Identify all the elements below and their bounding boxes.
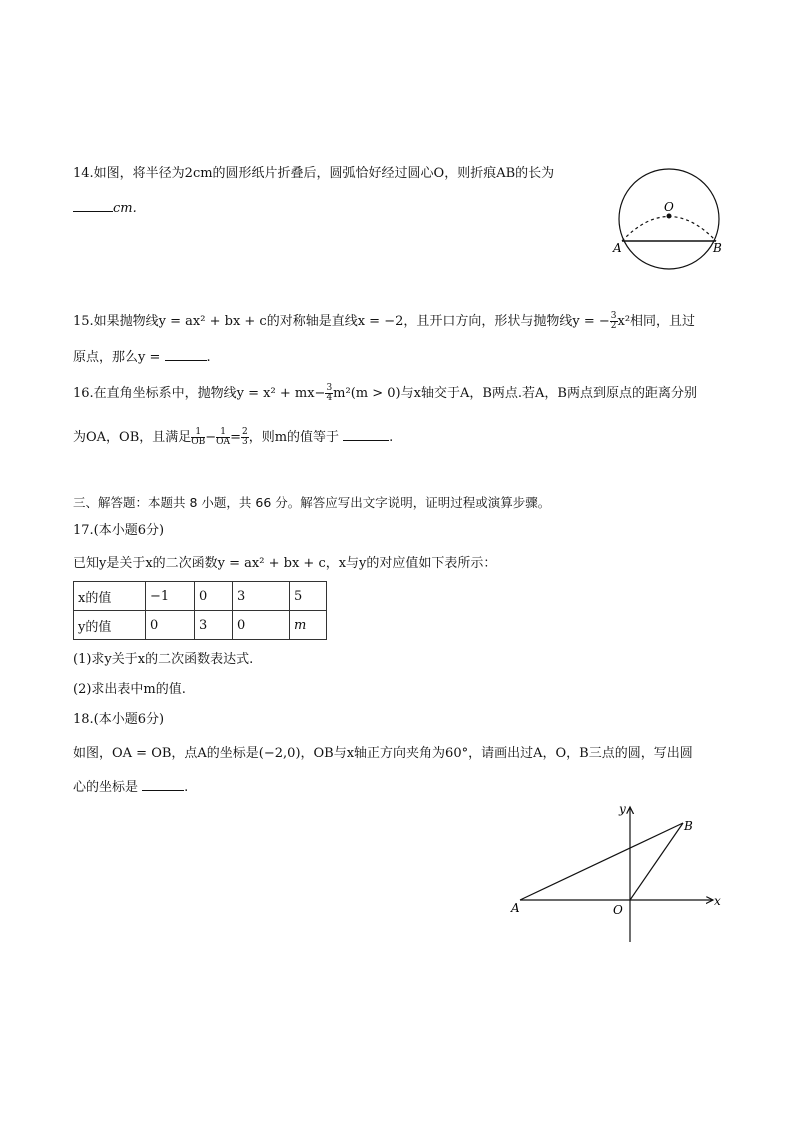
q16-line2: 为OA，OB，且满足 $\frac{1}{OB}$ − $\frac{1}{OA}$ = $\frac{2}{3}$ ，则m的值等于 . <box>73 427 394 447</box>
table-row: y的值 0 3 0 m <box>74 611 327 640</box>
q17-intro: 已知y是关于x的二次函数y = ax² + bx + c，x与y的对应值如下表所示： <box>73 556 497 571</box>
q16-answer-blank[interactable] <box>343 426 389 441</box>
q14-line2 <box>73 197 137 219</box>
q18-answer-blank[interactable] <box>142 776 184 791</box>
q18-heading: 18.(本小题6分) <box>73 712 165 727</box>
q14-line1: 14.如图，将半径为2cm的圆形纸片折叠后，圆弧恰好经过圆心O，则折痕AB的长为 <box>73 166 555 181</box>
q14-label-o: O <box>664 200 674 214</box>
q14-unit: cm. <box>113 201 137 216</box>
q14-folded-arc <box>622 217 716 242</box>
q14-answer-blank[interactable] <box>73 197 113 212</box>
q18-line2: 心的坐标是 . <box>73 776 188 798</box>
q15-answer-blank[interactable] <box>165 346 207 361</box>
q15-line1-tail: x²相同，且过 <box>617 314 696 329</box>
q15-line2-text: 原点，那么y = <box>73 350 161 365</box>
q17-value-table <box>73 581 327 640</box>
q14-label-a: A <box>613 241 622 255</box>
q18-line1: 如图，OA = OB，点A的坐标是(−2,0)，OB与x轴正方向夹角为60°，请画出过A，O，B三点的圆，写出圆 <box>73 746 693 761</box>
q17-part1: (1)求y关于x的二次函数表达式. <box>73 652 254 667</box>
table-row: x的值 −1 0 3 5 <box>74 582 327 611</box>
q18-label-o: O <box>613 903 623 917</box>
q17-heading: 17.(本小题6分) <box>73 523 165 538</box>
q18-label-y: y <box>619 802 626 816</box>
q18-segment-ab <box>520 823 683 900</box>
q18-coordinate-figure <box>505 795 730 945</box>
q15-fraction: $\frac{3}{2}$ <box>610 311 617 331</box>
q14-center-point <box>667 214 672 219</box>
q17-part2: (2)求出表中m的值. <box>73 682 186 697</box>
q15-line1 <box>73 312 695 332</box>
section-3-heading: 三、解答题：本题共 8 小题，共 66 分。解答应写出文字说明，证明过程或演算步骤。 <box>73 495 551 510</box>
q18-segment-ob <box>630 823 683 900</box>
q14-label-b: B <box>713 241 722 255</box>
q14-circle <box>619 169 719 269</box>
q18-label-b: B <box>684 819 693 833</box>
q14-circle-figure <box>610 166 730 274</box>
q18-label-x: x <box>714 894 721 908</box>
q15-line1-text: 15.如果抛物线y = ax² + bx + c的对称轴是直线x = −2，且开口方向，形状与抛物线y = − <box>73 314 610 329</box>
q18-label-a: A <box>511 901 520 915</box>
q16-line1: 16.在直角坐标系中，抛物线y = x² + mx− $\frac{3}{4}$ m²(m > 0)与x轴交于A，B两点.若A，B两点到原点的距离分别 <box>73 383 697 403</box>
q15-line2: 原点，那么y = . <box>73 346 211 368</box>
